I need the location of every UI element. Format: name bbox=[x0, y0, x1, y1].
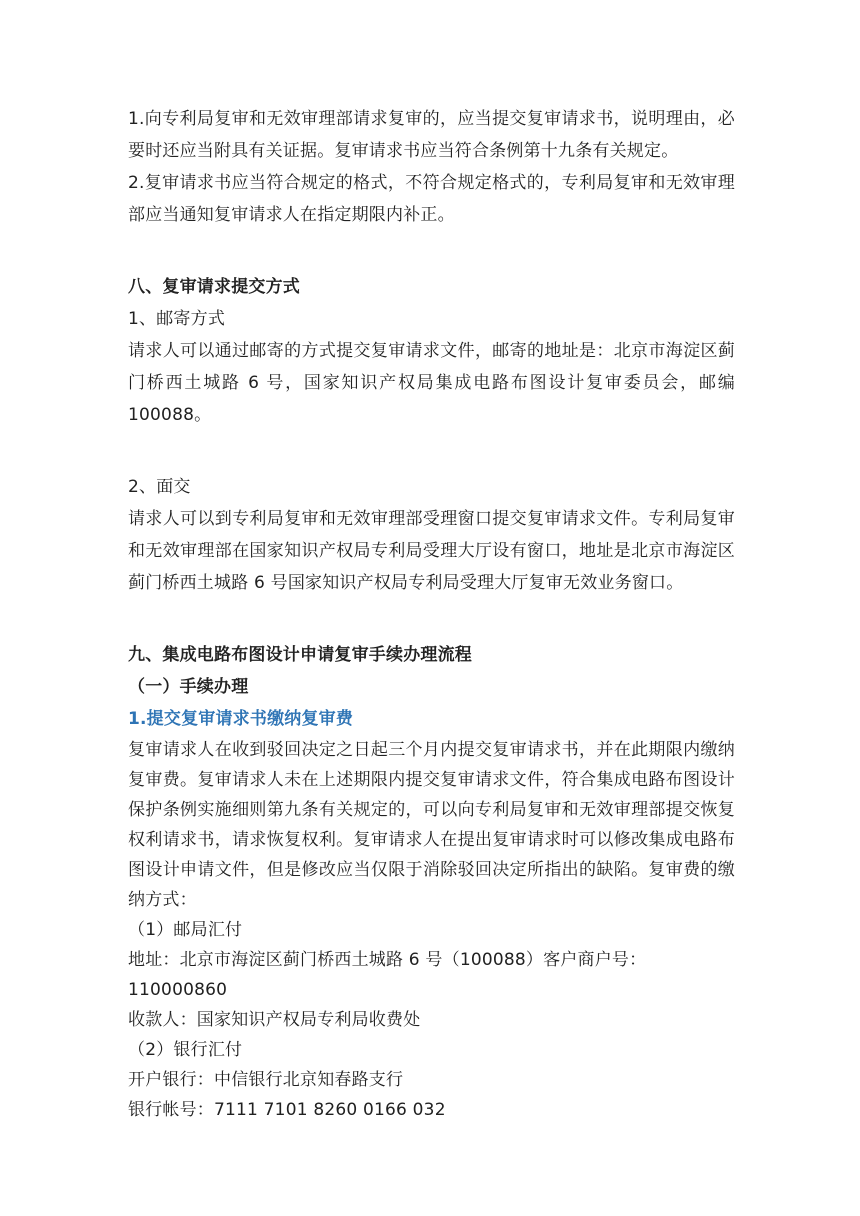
step-1-title: 1.提交复审请求书缴纳复审费 bbox=[128, 709, 354, 729]
bank-payment-account: 银行帐号：7111 7101 8260 0166 032 bbox=[128, 1100, 446, 1120]
section-9-subheading: （一）手续办理 bbox=[128, 677, 249, 697]
intro-rule-2: 2.复审请求书应当符合规定的格式，不符合规定格式的，专利局复审和无效审理部应当通知复审请求人在指定期限内补正。 bbox=[128, 173, 735, 225]
section-8-heading: 八、复审请求提交方式 bbox=[128, 277, 300, 297]
bank-payment-title: （2）银行汇付 bbox=[128, 1040, 243, 1060]
mail-method-body: 请求人可以通过邮寄的方式提交复审请求文件，邮寄的地址是：北京市海淀区蓟门桥西土城路 6 号，国家知识产权局集成电路布图设计复审委员会，邮编100088。 bbox=[128, 341, 735, 425]
post-payment-address: 地址：北京市海淀区蓟门桥西土城路 6 号（100088）客户商户号：110000860 bbox=[128, 950, 647, 1000]
intro-rule-1: 1.向专利局复审和无效审理部请求复审的，应当提交复审请求书，说明理由，必要时还应当附具有关证据。复审请求书应当符合条例第十九条有关规定。 bbox=[128, 109, 735, 161]
inperson-method-title: 2、面交 bbox=[128, 477, 191, 497]
inperson-method-body: 请求人可以到专利局复审和无效审理部受理窗口提交复审请求文件。专利局复审和无效审理部在国家知识产权局专利局受理大厅设有窗口，地址是北京市海淀区蓟门桥西土城路 6 号国家知识产权局专利局受理大厅复审无效业务窗口。 bbox=[128, 509, 735, 593]
bank-payment-bank: 开户银行：中信银行北京知春路支行 bbox=[128, 1070, 404, 1090]
step-1-body: 复审请求人在收到驳回决定之日起三个月内提交复审请求书，并在此期限内缴纳复审费。复审请求人未在上述期限内提交复审请求文件，符合集成电路布图设计保护条例实施细则第九条有关规定的，可以向专利局复审和无效审理部提交恢复权利请求书，请求恢复权利。复审请求人在提出复审请求时可以修改集成电路布图设计申请文件，但是修改应当仅限于消除驳回决定所指出的缺陷。复审费的缴纳方式： bbox=[128, 740, 735, 910]
mail-method-title: 1、邮寄方式 bbox=[128, 309, 226, 329]
section-9-heading: 九、集成电路布图设计申请复审手续办理流程 bbox=[128, 645, 472, 665]
post-payment-title: （1）邮局汇付 bbox=[128, 920, 243, 940]
post-payment-payee: 收款人：国家知识产权局专利局收费处 bbox=[128, 1010, 421, 1030]
